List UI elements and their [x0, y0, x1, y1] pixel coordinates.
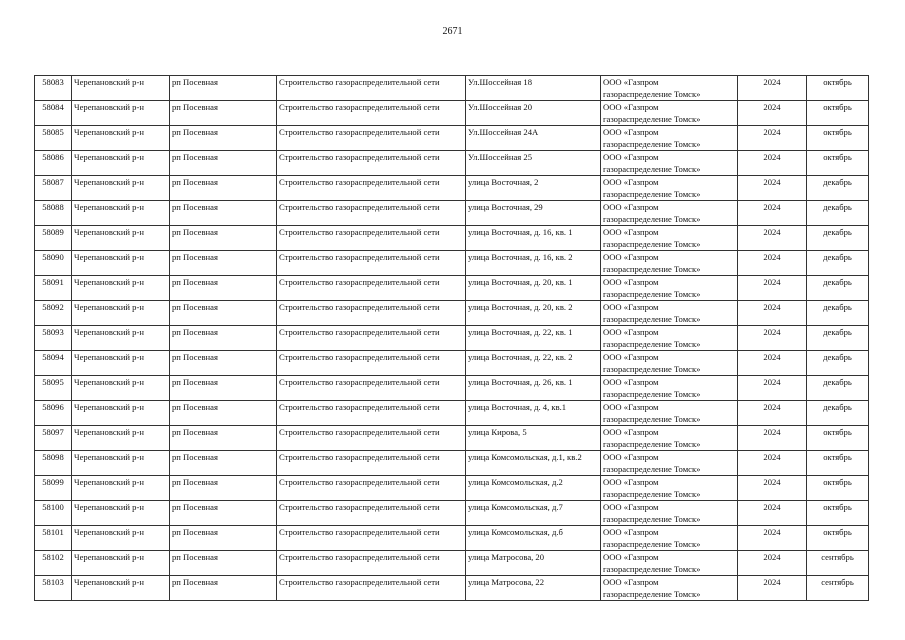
organization-line-1: ООО «Газпром: [603, 377, 659, 387]
address: улица Восточная, д. 20, кв. 2: [466, 301, 601, 326]
month: октябрь: [807, 451, 869, 476]
organization-line-1: ООО «Газпром: [603, 77, 659, 87]
table-row: [35, 301, 869, 326]
page-number: 2671: [442, 26, 463, 37]
district: Черепановский р-н: [72, 276, 170, 301]
organization-line-2: газораспределение Томск»: [603, 414, 701, 424]
month: декабрь: [807, 401, 869, 426]
organization: [601, 251, 738, 276]
month: октябрь: [807, 526, 869, 551]
organization-line-1: ООО «Газпром: [603, 502, 659, 512]
settlement: рп Посевная: [170, 176, 277, 201]
month: декабрь: [807, 276, 869, 301]
organization-line-2: газораспределение Томск»: [603, 539, 701, 549]
work-type: Строительство газораспределительной сети: [277, 326, 466, 351]
table-row: [35, 351, 869, 376]
organization: [601, 126, 738, 151]
work-type: Строительство газораспределительной сети: [277, 351, 466, 376]
settlement: рп Посевная: [170, 101, 277, 126]
year: 2024: [738, 251, 807, 276]
month: октябрь: [807, 76, 869, 101]
month: декабрь: [807, 376, 869, 401]
record-id: 58086: [35, 151, 72, 176]
organization-line-1: ООО «Газпром: [603, 277, 659, 287]
district: Черепановский р-н: [72, 376, 170, 401]
record-id: 58100: [35, 501, 72, 526]
district: Черепановский р-н: [72, 476, 170, 501]
organization: [601, 326, 738, 351]
year: 2024: [738, 226, 807, 251]
record-id: 58087: [35, 176, 72, 201]
organization: [601, 401, 738, 426]
record-id: 58101: [35, 526, 72, 551]
organization: [601, 301, 738, 326]
address: улица Комсомольская, д.1, кв.2: [466, 451, 601, 476]
table-row: [35, 126, 869, 151]
organization-line-2: газораспределение Томск»: [603, 314, 701, 324]
work-type: Строительство газораспределительной сети: [277, 426, 466, 451]
district: Черепановский р-н: [72, 201, 170, 226]
organization-line-2: газораспределение Томск»: [603, 264, 701, 274]
address: улица Комсомольская, д.2: [466, 476, 601, 501]
table-row: [35, 176, 869, 201]
organization-line-2: газораспределение Томск»: [603, 289, 701, 299]
year: 2024: [738, 201, 807, 226]
work-type: Строительство газораспределительной сети: [277, 401, 466, 426]
district: Черепановский р-н: [72, 351, 170, 376]
address: улица Восточная, д. 16, кв. 2: [466, 251, 601, 276]
organization-line-2: газораспределение Томск»: [603, 514, 701, 524]
district: Черепановский р-н: [72, 451, 170, 476]
address: улица Восточная, д. 16, кв. 1: [466, 226, 601, 251]
settlement: рп Посевная: [170, 76, 277, 101]
month: октябрь: [807, 151, 869, 176]
record-id: 58085: [35, 126, 72, 151]
address: улица Восточная, д. 22, кв. 2: [466, 351, 601, 376]
organization-line-1: ООО «Газпром: [603, 127, 659, 137]
record-id: 58099: [35, 476, 72, 501]
settlement: рп Посевная: [170, 226, 277, 251]
settlement: рп Посевная: [170, 276, 277, 301]
record-id: 58083: [35, 76, 72, 101]
month: декабрь: [807, 326, 869, 351]
district: Черепановский р-н: [72, 501, 170, 526]
settlement: рп Посевная: [170, 201, 277, 226]
district: Черепановский р-н: [72, 326, 170, 351]
organization-line-1: ООО «Газпром: [603, 577, 659, 587]
month: октябрь: [807, 476, 869, 501]
district: Черепановский р-н: [72, 526, 170, 551]
organization-line-2: газораспределение Томск»: [603, 189, 701, 199]
organization-line-2: газораспределение Томск»: [603, 89, 701, 99]
district: Черепановский р-н: [72, 401, 170, 426]
settlement: рп Посевная: [170, 326, 277, 351]
work-type: Строительство газораспределительной сети: [277, 151, 466, 176]
year: 2024: [738, 551, 807, 576]
organization-line-1: ООО «Газпром: [603, 302, 659, 312]
year: 2024: [738, 326, 807, 351]
table-row: [35, 401, 869, 426]
month: декабрь: [807, 226, 869, 251]
month: декабрь: [807, 301, 869, 326]
organization-line-2: газораспределение Томск»: [603, 489, 701, 499]
record-id: 58092: [35, 301, 72, 326]
month: декабрь: [807, 176, 869, 201]
address: улица Матросова, 22: [466, 576, 601, 601]
settlement: рп Посевная: [170, 501, 277, 526]
year: 2024: [738, 451, 807, 476]
table-row: [35, 526, 869, 551]
month: сентябрь: [807, 551, 869, 576]
table-row: [35, 576, 869, 601]
work-type: Строительство газораспределительной сети: [277, 276, 466, 301]
table-row: [35, 376, 869, 401]
address: Ул.Шоссейная 20: [466, 101, 601, 126]
settlement: рп Посевная: [170, 251, 277, 276]
address: улица Матросова, 20: [466, 551, 601, 576]
work-type: Строительство газораспределительной сети: [277, 226, 466, 251]
settlement: рп Посевная: [170, 301, 277, 326]
table-row: [35, 501, 869, 526]
organization-line-1: ООО «Газпром: [603, 427, 659, 437]
address: улица Комсомольская, д.7: [466, 501, 601, 526]
organization-line-2: газораспределение Томск»: [603, 589, 701, 599]
district: Черепановский р-н: [72, 251, 170, 276]
organization-line-2: газораспределение Томск»: [603, 364, 701, 374]
organization: [601, 501, 738, 526]
organization-line-2: газораспределение Томск»: [603, 139, 701, 149]
year: 2024: [738, 101, 807, 126]
organization-line-1: ООО «Газпром: [603, 327, 659, 337]
month: октябрь: [807, 501, 869, 526]
district: Черепановский р-н: [72, 576, 170, 601]
work-type: Строительство газораспределительной сети: [277, 476, 466, 501]
organization-line-1: ООО «Газпром: [603, 402, 659, 412]
table-row: [35, 101, 869, 126]
year: 2024: [738, 151, 807, 176]
record-id: 58093: [35, 326, 72, 351]
record-id: 58090: [35, 251, 72, 276]
settlement: рп Посевная: [170, 426, 277, 451]
year: 2024: [738, 426, 807, 451]
record-id: 58091: [35, 276, 72, 301]
settlement: рп Посевная: [170, 551, 277, 576]
table-row: [35, 151, 869, 176]
table-row: [35, 476, 869, 501]
district: Черепановский р-н: [72, 301, 170, 326]
organization-line-2: газораспределение Томск»: [603, 339, 701, 349]
year: 2024: [738, 401, 807, 426]
organization-line-1: ООО «Газпром: [603, 102, 659, 112]
organization: [601, 151, 738, 176]
address: Ул.Шоссейная 24А: [466, 126, 601, 151]
work-type: Строительство газораспределительной сети: [277, 176, 466, 201]
organization: [601, 526, 738, 551]
organization: [601, 76, 738, 101]
record-id: 58098: [35, 451, 72, 476]
organization-line-1: ООО «Газпром: [603, 252, 659, 262]
year: 2024: [738, 576, 807, 601]
work-type: Строительство газораспределительной сети: [277, 101, 466, 126]
work-type: Строительство газораспределительной сети: [277, 451, 466, 476]
organization-line-2: газораспределение Томск»: [603, 164, 701, 174]
address: улица Восточная, 2: [466, 176, 601, 201]
organization: [601, 476, 738, 501]
record-id: 58089: [35, 226, 72, 251]
organization: [601, 226, 738, 251]
table-row: [35, 276, 869, 301]
record-id: 58103: [35, 576, 72, 601]
work-type: Строительство газораспределительной сети: [277, 301, 466, 326]
organization-line-1: ООО «Газпром: [603, 352, 659, 362]
address: улица Восточная, д. 22, кв. 1: [466, 326, 601, 351]
work-type: Строительство газораспределительной сети: [277, 501, 466, 526]
district: Черепановский р-н: [72, 176, 170, 201]
year: 2024: [738, 351, 807, 376]
organization-line-2: газораспределение Томск»: [603, 114, 701, 124]
organization-line-2: газораспределение Томск»: [603, 464, 701, 474]
table-row: [35, 201, 869, 226]
address: улица Восточная, 29: [466, 201, 601, 226]
settlement: рп Посевная: [170, 151, 277, 176]
year: 2024: [738, 126, 807, 151]
settlement: рп Посевная: [170, 526, 277, 551]
address: улица Восточная, д. 20, кв. 1: [466, 276, 601, 301]
district: Черепановский р-н: [72, 426, 170, 451]
settlement: рп Посевная: [170, 476, 277, 501]
organization-line-2: газораспределение Томск»: [603, 214, 701, 224]
organization-line-2: газораспределение Томск»: [603, 439, 701, 449]
district: Черепановский р-н: [72, 126, 170, 151]
settlement: рп Посевная: [170, 351, 277, 376]
table-row: [35, 76, 869, 101]
year: 2024: [738, 301, 807, 326]
organization: [601, 351, 738, 376]
organization: [601, 176, 738, 201]
organization-line-1: ООО «Газпром: [603, 227, 659, 237]
year: 2024: [738, 526, 807, 551]
address: улица Восточная, д. 26, кв. 1: [466, 376, 601, 401]
gas-network-table: [34, 75, 869, 601]
work-type: Строительство газораспределительной сети: [277, 526, 466, 551]
settlement: рп Посевная: [170, 126, 277, 151]
organization-line-1: ООО «Газпром: [603, 527, 659, 537]
table-row: [35, 226, 869, 251]
year: 2024: [738, 501, 807, 526]
organization-line-1: ООО «Газпром: [603, 177, 659, 187]
table-row: [35, 326, 869, 351]
month: сентябрь: [807, 576, 869, 601]
work-type: Строительство газораспределительной сети: [277, 251, 466, 276]
organization-line-2: газораспределение Томск»: [603, 564, 701, 574]
year: 2024: [738, 76, 807, 101]
district: Черепановский р-н: [72, 101, 170, 126]
table-row: [35, 551, 869, 576]
record-id: 58084: [35, 101, 72, 126]
year: 2024: [738, 176, 807, 201]
district: Черепановский р-н: [72, 226, 170, 251]
address: улица Комсомольская, д.б: [466, 526, 601, 551]
organization: [601, 276, 738, 301]
work-type: Строительство газораспределительной сети: [277, 126, 466, 151]
organization-line-1: ООО «Газпром: [603, 552, 659, 562]
month: декабрь: [807, 251, 869, 276]
organization-line-1: ООО «Газпром: [603, 152, 659, 162]
organization-line-2: газораспределение Томск»: [603, 389, 701, 399]
organization: [601, 376, 738, 401]
organization-line-2: газораспределение Томск»: [603, 239, 701, 249]
year: 2024: [738, 276, 807, 301]
organization: [601, 451, 738, 476]
settlement: рп Посевная: [170, 376, 277, 401]
month: октябрь: [807, 126, 869, 151]
district: Черепановский р-н: [72, 151, 170, 176]
record-id: 58097: [35, 426, 72, 451]
address: Ул.Шоссейная 18: [466, 76, 601, 101]
address: улица Кирова, 5: [466, 426, 601, 451]
work-type: Строительство газораспределительной сети: [277, 76, 466, 101]
settlement: рп Посевная: [170, 451, 277, 476]
work-type: Строительство газораспределительной сети: [277, 201, 466, 226]
record-id: 58095: [35, 376, 72, 401]
district: Черепановский р-н: [72, 551, 170, 576]
month: октябрь: [807, 101, 869, 126]
organization: [601, 576, 738, 601]
table-body: [35, 76, 869, 601]
record-id: 58088: [35, 201, 72, 226]
organization-line-1: ООО «Газпром: [603, 452, 659, 462]
organization: [601, 551, 738, 576]
month: декабрь: [807, 201, 869, 226]
organization: [601, 201, 738, 226]
record-id: 58096: [35, 401, 72, 426]
month: декабрь: [807, 351, 869, 376]
work-type: Строительство газораспределительной сети: [277, 576, 466, 601]
record-id: 58102: [35, 551, 72, 576]
address: Ул.Шоссейная 25: [466, 151, 601, 176]
record-id: 58094: [35, 351, 72, 376]
work-type: Строительство газораспределительной сети: [277, 376, 466, 401]
organization: [601, 426, 738, 451]
organization: [601, 101, 738, 126]
organization-line-1: ООО «Газпром: [603, 477, 659, 487]
district: Черепановский р-н: [72, 76, 170, 101]
work-type: Строительство газораспределительной сети: [277, 551, 466, 576]
year: 2024: [738, 476, 807, 501]
month: октябрь: [807, 426, 869, 451]
year: 2024: [738, 376, 807, 401]
organization-line-1: ООО «Газпром: [603, 202, 659, 212]
address: улица Восточная, д. 4, кв.1: [466, 401, 601, 426]
table-row: [35, 426, 869, 451]
settlement: рп Посевная: [170, 401, 277, 426]
table-row: [35, 251, 869, 276]
table-row: [35, 451, 869, 476]
settlement: рп Посевная: [170, 576, 277, 601]
